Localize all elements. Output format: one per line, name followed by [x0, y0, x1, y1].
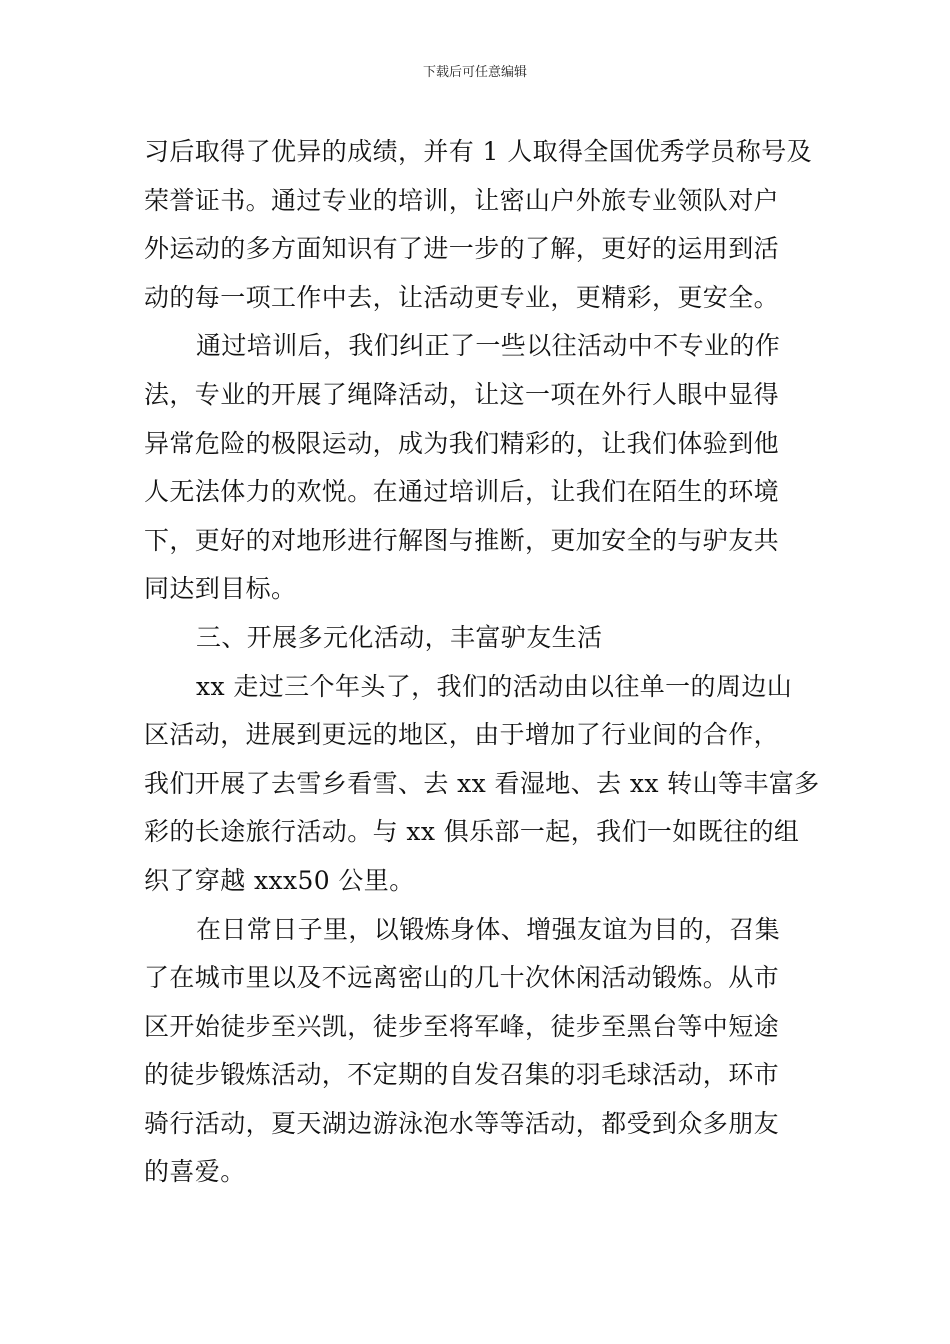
text-line: 法，专业的开展了绳降活动，让这一项在外行人眼中显得: [144, 379, 780, 409]
document-body: [144, 128, 820, 1197]
page-header: 下载后可任意编辑: [422, 65, 527, 80]
text-line: 下，更好的对地形进行解图与推断，更加安全的与驴友共: [144, 525, 780, 555]
text-line: 织了穿越 xxx50 公里。: [144, 865, 415, 895]
text-line: 通过培训后，我们纠正了一些以往活动中不专业的作: [196, 331, 781, 361]
text-line: 习后取得了优异的成绩，并有 1 人取得全国优秀学员称号及: [144, 137, 813, 166]
text-line: 人无法体力的欢悦。在通过培训后，让我们在陌生的环境: [144, 477, 780, 507]
text-line: 的徒步锻炼活动，不定期的自发召集的羽毛球活动，环市: [144, 1060, 780, 1090]
text-line: 了在城市里以及不远离密山的几十次休闲活动锻炼。从市: [144, 963, 780, 993]
text-line: 的喜爱。: [144, 1157, 246, 1187]
section-heading: 三、开展多元化活动，丰富驴友生活: [196, 622, 603, 652]
text-line: 骑行活动，夏天湖边游泳泡水等等活动，都受到众多朋友: [144, 1108, 780, 1138]
text-line: 动的每一项工作中去，让活动更专业，更精彩，更安全。: [144, 282, 780, 312]
text-line: 区活动，进展到更远的地区，由于增加了行业间的合作，: [144, 720, 780, 750]
text-line: 在日常日子里，以锻炼身体、增强友谊为目的，召集: [196, 914, 781, 944]
text-line: xx 走过三个年头了，我们的活动由以往单一的周边山: [196, 671, 793, 701]
text-line: 区开始徒步至兴凯，徒步至将军峰，徒步至黑台等中短途: [144, 1011, 780, 1041]
text-line: 同达到目标。: [144, 574, 297, 604]
text-line: 外运动的多方面知识有了进一步的了解，更好的运用到活: [144, 234, 780, 264]
text-line: 彩的长途旅行活动。与 xx 俱乐部一起，我们一如既往的组: [144, 817, 800, 847]
text-line: 异常危险的极限运动，成为我们精彩的，让我们体验到他: [144, 428, 780, 458]
text-line: 我们开展了去雪乡看雪、去 xx 看湿地、去 xx 转山等丰富多: [144, 768, 820, 798]
text-line: 荣誉证书。通过专业的培训，让密山户外旅专业领队对户: [144, 185, 780, 215]
